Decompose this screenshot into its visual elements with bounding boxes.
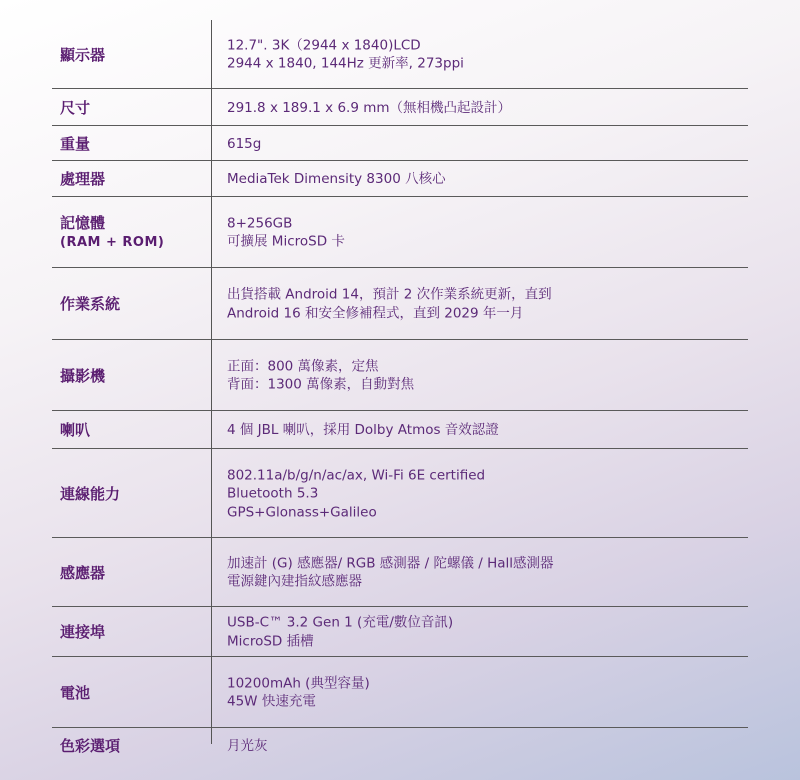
spec-row-sensors — [52, 538, 748, 607]
spec-value-line: 45W 快速充電 — [227, 693, 316, 710]
spec-label-display: 顯示器 — [60, 45, 106, 64]
spec-row-speaker — [52, 411, 748, 449]
spec-value-connectivity — [227, 466, 485, 522]
spec-value-weight — [227, 134, 261, 153]
spec-value-dimensions — [227, 98, 511, 117]
spec-value-line: 291.8 x 189.1 x 6.9 mm（無相機凸起設計） — [227, 99, 512, 116]
spec-label-ports: 連接埠 — [60, 623, 106, 641]
spec-value-colors — [227, 737, 268, 756]
spec-value-line: USB-C™ 3.2 Gen 1 (充電/數位音訊) — [227, 614, 454, 631]
spec-value-line: GPS+Glonass+Galileo — [227, 503, 377, 520]
spec-row-dimensions — [52, 89, 748, 126]
spec-label-connectivity: 連線能力 — [60, 484, 121, 503]
spec-value-speaker — [227, 421, 499, 440]
spec-value-memory — [227, 214, 345, 251]
spec-value-line: 802.11a/b/g/n/ac/ax, Wi-Fi 6E certified — [227, 466, 486, 483]
spec-label-battery: 電池 — [60, 683, 91, 702]
spec-value-sensors — [227, 554, 554, 591]
spec-value-line: 8+256GB — [227, 215, 293, 231]
spec-value-camera — [227, 357, 414, 394]
spec-label-dimensions: 尺寸 — [60, 98, 91, 117]
spec-row-camera — [52, 340, 748, 411]
spec-value-line: MediaTek Dimensity 8300 八核心 — [227, 170, 446, 187]
spec-value-line: 615g — [227, 135, 262, 152]
spec-row-colors — [52, 728, 748, 764]
spec-value-line: 4 個 JBL 喇叭，採用 Dolby Atmos 音效認證 — [227, 421, 499, 438]
spec-row-processor — [52, 161, 748, 197]
spec-value-line: 出貨搭載 Android 14，預計 2 次作業系統更新，直到 — [227, 286, 552, 303]
spec-label-weight: 重量 — [60, 134, 91, 153]
spec-row-display — [52, 20, 748, 89]
spec-value-line: 電源鍵內建指紋感應器 — [227, 573, 362, 590]
spec-value-processor — [227, 170, 446, 189]
spec-label-os: 作業系統 — [60, 295, 121, 313]
spec-label-memory-sub: (RAM + ROM) — [60, 234, 165, 250]
spec-row-battery — [52, 657, 748, 728]
spec-value-line: 正面：800 萬像素，定焦 — [227, 358, 379, 374]
spec-row-memory — [52, 197, 748, 268]
spec-row-weight — [52, 126, 748, 161]
spec-value-line: 2944 x 1840, 144Hz 更新率, 273ppi — [227, 55, 464, 72]
spec-value-line: 12.7". 3K（2944 x 1840)LCD — [227, 37, 421, 53]
spec-label-camera: 攝影機 — [60, 366, 106, 385]
spec-value-line: 加速計 (G) 感應器/ RGB 感測器 / 陀螺儀 / Hall感測器 — [227, 555, 554, 571]
spec-value-line: 10200mAh (典型容量) — [227, 675, 370, 691]
spec-value-os — [227, 286, 552, 323]
spec-label-speaker: 喇叭 — [60, 421, 91, 439]
spec-value-display — [227, 36, 464, 73]
spec-value-ports — [227, 614, 453, 651]
spec-value-line: 月光灰 — [227, 737, 268, 754]
spec-value-line: MicroSD 插槽 — [227, 633, 314, 649]
spec-row-ports — [52, 607, 748, 657]
column-divider — [211, 20, 212, 744]
spec-row-os — [52, 268, 748, 340]
spec-label-memory — [60, 213, 164, 253]
spec-row-connectivity — [52, 449, 748, 538]
spec-value-line: 可擴展 MicroSD 卡 — [227, 233, 345, 250]
spec-label-memory-main: 記憶體 — [60, 213, 106, 232]
spec-label-processor: 處理器 — [60, 170, 106, 188]
spec-value-line: Bluetooth 5.3 — [227, 485, 319, 502]
spec-value-battery — [227, 674, 370, 711]
spec-value-line: Android 16 和安全修補程式，直到 2029 年一月 — [227, 305, 524, 321]
spec-value-line: 背面：1300 萬像素，自動對焦 — [227, 376, 415, 393]
spec-label-sensors: 感應器 — [60, 563, 106, 582]
spec-label-colors: 色彩選項 — [60, 737, 121, 755]
